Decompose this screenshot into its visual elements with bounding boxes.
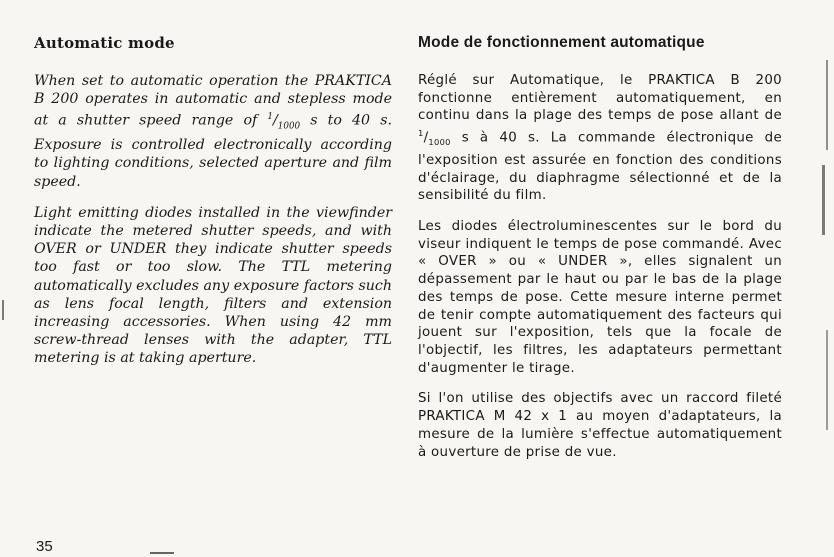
english-paragraph-1: When set to automatic operation the PRAKTICA B 200 operates in automatic and stepless mode at a shutter speed range of $^1/_{1000}$ s to 40 s. Exposure is controlled electronically according to lighting conditions, selected aperture and film speed.	[34, 73, 392, 190]
english-p1-start: When set to automatic operation the PRAKTICA B 200 operates in automatic and stepless mode at a shutter speed range of	[34, 73, 392, 130]
french-column	[418, 34, 782, 474]
french-paragraph-3: Si l'on utilise des objectifs avec un raccord fileté PRAKTICA M 42 x 1 au moyen d'adaptateurs, la mesure de la lumière s'effectue automatiquement à ouverture de prise de vue.	[418, 391, 782, 460]
english-fraction-denominator: 1000	[277, 121, 301, 132]
french-p1-start: Réglé sur Automatique, le PRAKTICA B 200 fonctionne entièrement automatiquement, en continu dans la plage des temps de pose allant de	[418, 73, 782, 124]
scan-edge-mark	[2, 300, 4, 320]
french-paragraph-2: Les diodes électroluminescentes sur le bord du viseur indiquent le temps de pose commandé. Avec « OVER » ou « UNDER », elles signalent un dépassement par le haut ou par le bas de la plage des temps de pose. Cette mesure interne permet de tenir compte automatiquement des facteurs qui jouent sur l'exposition, tels que la focale de l'objectif, les filtres, les adaptateurs permettant d'augmenter le tirage.	[418, 219, 782, 376]
french-fraction-denominator: 1000	[428, 137, 451, 148]
scan-edge-mark	[150, 552, 174, 554]
french-p1-end: s à 40 s. La commande électronique de l'exposition est assurée en fonction des conditions d'éclairage, du diaphragme sélectionné et de la sensibilité du film.	[418, 130, 782, 204]
scan-edge-mark	[826, 330, 828, 430]
french-paragraph-1: Réglé sur Automatique, le PRAKTICA B 200 fonctionne entièrement automatiquement, en continu dans la plage des temps de pose allant de $^1/_{1000}$ s à 40 s. La commande électronique de l'exposition est assurée en fonction des conditions d'éclairage, du diaphragme sélectionné et de la sensibilité du film.	[418, 73, 782, 204]
scan-edge-mark	[822, 165, 825, 235]
french-fraction-numerator: 1	[418, 128, 424, 139]
english-column	[34, 34, 392, 381]
french-heading: Mode de fonctionnement automatique	[418, 34, 705, 51]
page-number: 35	[36, 538, 53, 555]
scan-edge-mark	[826, 60, 828, 150]
english-p1-end: s to 40 s. Exposure is controlled electronically according to lighting conditions, selected aperture and film speed.	[34, 113, 392, 190]
english-paragraph-2: Light emitting diodes installed in the viewfinder indicate the metered shutter speeds, and with OVER or UNDER they indicate shutter speeds too fast or too slow. The TTL metering automatically excludes any exposure factors such as lens focal length, filters and extension increasing accessories. When using 42 mm screw-thread lenses with the adapter, TTL metering is at taking aperture.	[34, 204, 392, 367]
english-heading: Automatic mode	[34, 34, 175, 52]
english-fraction-numerator: 1	[267, 112, 273, 123]
